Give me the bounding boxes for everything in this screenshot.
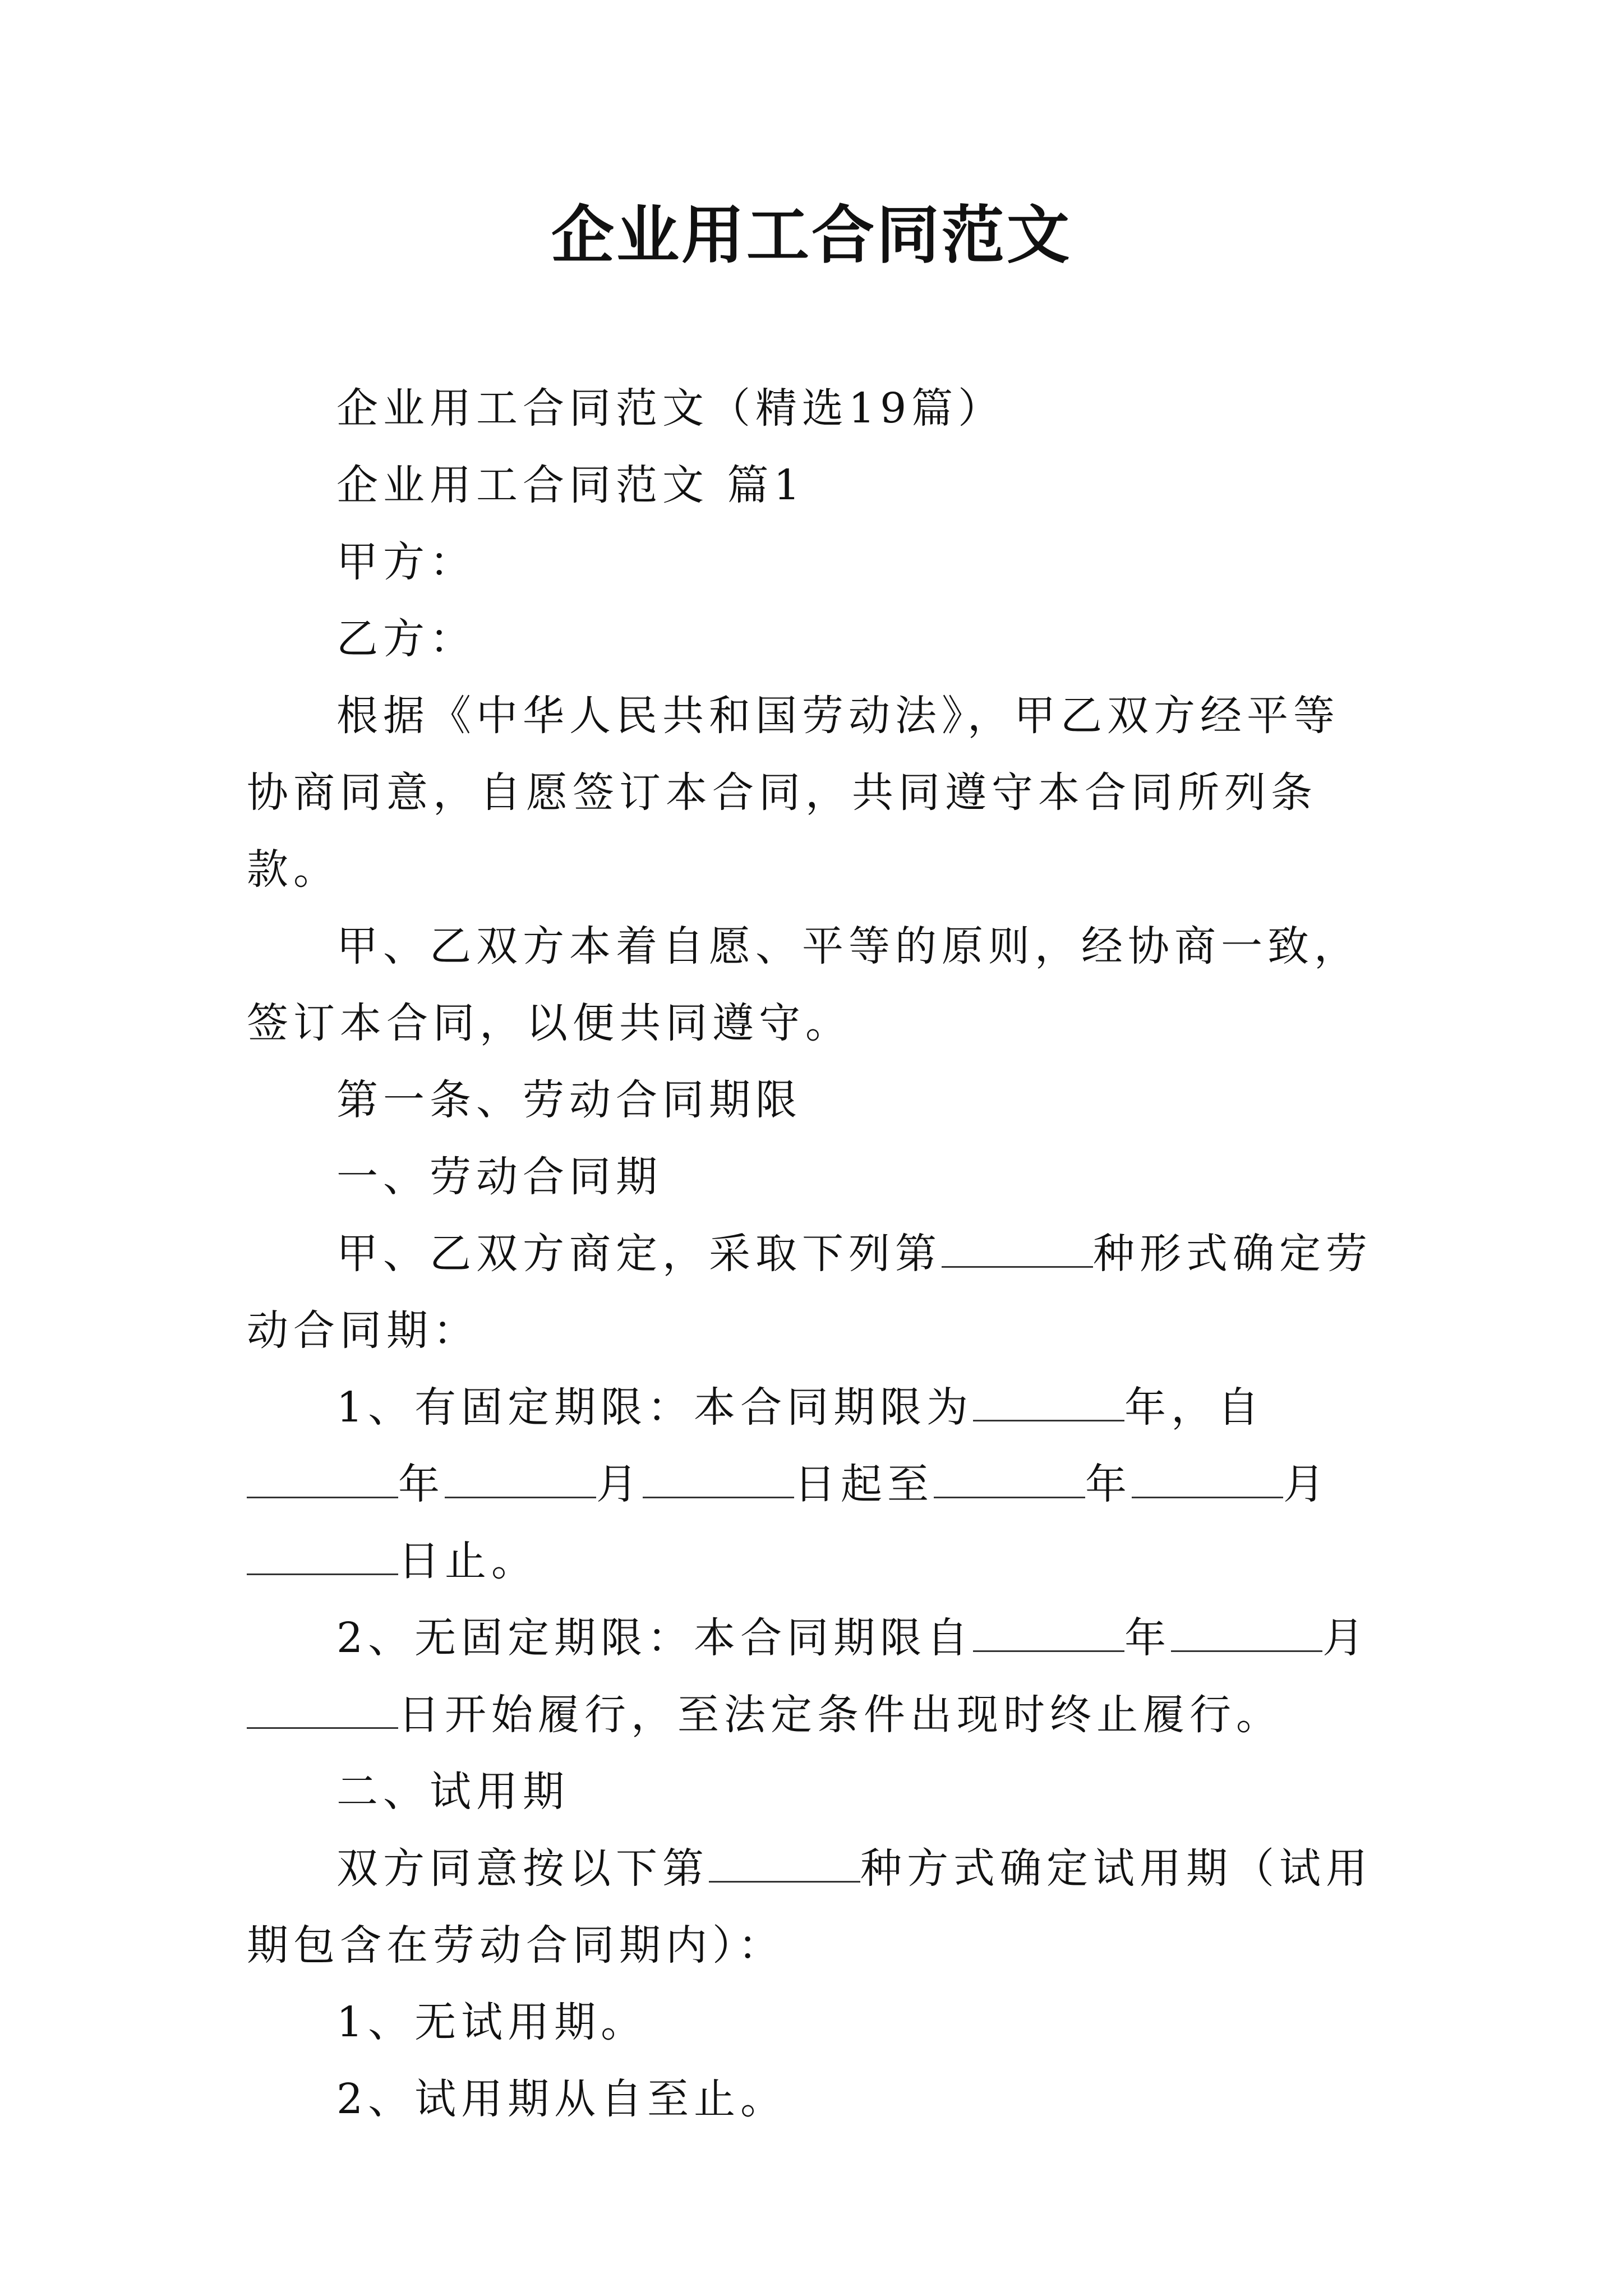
paragraph-text: 2、无固定期限：本合同期限自 [336, 1614, 974, 1662]
paragraph-text: 根据《中华人民共和国劳动法》，甲乙双方经平等协商同意，自愿签订本合同，共同遵守本合同所列条款。 [247, 692, 1340, 894]
paragraph-text: 种方式确定试用期（试用期包含在劳动合同期内）： [247, 1844, 1372, 1970]
fill-in-blank [942, 1227, 1093, 1268]
paragraph-text: 第一条、劳动合同期限 [336, 1076, 802, 1124]
fill-in-blank [247, 1688, 398, 1729]
paragraph [247, 908, 1380, 1062]
paragraph [247, 678, 1380, 908]
fill-in-blank [643, 1457, 794, 1498]
paragraph-text: 日止。 [398, 1537, 538, 1585]
fill-in-blank [973, 1381, 1124, 1421]
paragraph [247, 1830, 1380, 1984]
paragraph-text: 年 [398, 1460, 445, 1508]
paragraph [247, 1984, 1380, 2061]
paragraph-text: 企业用工合同范文 篇1 [336, 461, 805, 509]
paragraph-text: 月 [596, 1460, 643, 1508]
paragraph-text: 甲、乙双方商定，采取下列第 [336, 1230, 942, 1278]
paragraph-text: 年 [1124, 1614, 1172, 1662]
paragraph-text: 1、有固定期限：本合同期限为 [336, 1383, 974, 1432]
paragraph-text: 1、无试用期。 [336, 1998, 648, 2046]
paragraph [247, 1062, 1380, 1139]
paragraph [247, 1216, 1380, 1369]
fill-in-blank [247, 1457, 398, 1498]
document-title: 企业用工合同范文 [551, 199, 1072, 272]
paragraph [247, 1754, 1380, 1830]
paragraph-text: 2、试用期从自至止。 [336, 2075, 787, 2123]
paragraph-text: 企业用工合同范文（精选19篇） [336, 384, 1005, 432]
paragraph-text: 二、试用期 [336, 1768, 569, 1816]
paragraph-text: 乙方： [336, 615, 476, 663]
paragraph-text: 日起至 [794, 1460, 934, 1508]
paragraph-text: 种形式确定劳动合同期： [247, 1230, 1372, 1355]
paragraph [247, 1600, 1380, 1754]
paragraph-text: 年，自 [1124, 1383, 1265, 1432]
paragraph-text: 一、劳动合同期 [336, 1153, 662, 1201]
fill-in-blank [247, 1534, 398, 1575]
paragraph [247, 370, 1380, 447]
paragraph-text: 甲方： [336, 538, 476, 586]
fill-in-blank [973, 1611, 1124, 1652]
paragraph [247, 524, 1380, 601]
paragraph [247, 1139, 1380, 1216]
fill-in-blank [934, 1457, 1085, 1498]
paragraph-text: 双方同意按以下第 [336, 1844, 709, 1893]
paragraph [247, 447, 1380, 524]
fill-in-blank [445, 1457, 596, 1498]
fill-in-blank [1171, 1611, 1322, 1652]
paragraph [247, 1369, 1380, 1600]
paragraph-text: 月 [1322, 1614, 1370, 1662]
paragraph-text: 甲、乙双方本着自愿、平等的原则，经协商一致，签订本合同，以便共同遵守。 [247, 922, 1361, 1047]
paragraph-text: 年 [1085, 1460, 1132, 1508]
fill-in-blank [1132, 1457, 1283, 1498]
paragraph-text: 日开始履行，至法定条件出现时终止履行。 [398, 1691, 1283, 1739]
paragraph [247, 601, 1380, 678]
paragraph-text: 月 [1283, 1460, 1330, 1508]
document-body [247, 370, 1380, 2138]
paragraph [247, 2061, 1380, 2138]
fill-in-blank [709, 1842, 860, 1883]
